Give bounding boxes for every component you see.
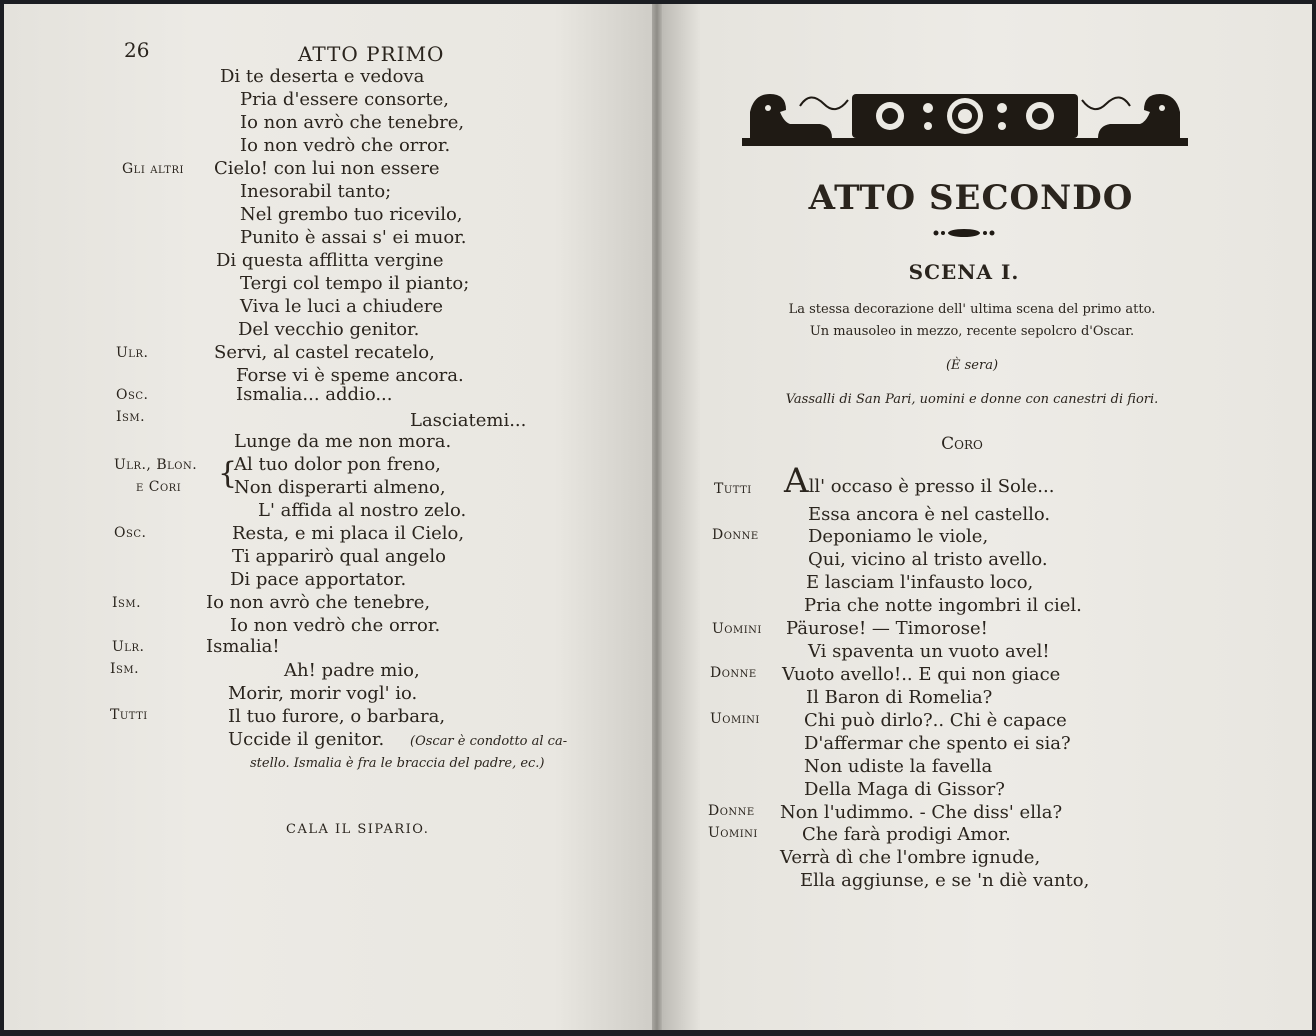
verse-line: Servi, al castel recatelo,	[214, 342, 435, 363]
speaker-label: Uomini	[712, 621, 762, 637]
verse-line: Vi spaventa un vuoto avel!	[808, 641, 1050, 662]
verse-line: Ti apparirò qual angelo	[232, 546, 446, 567]
curtain-note: CALA IL SIPARIO.	[286, 822, 430, 837]
speaker-label: Donne	[712, 527, 759, 543]
speaker-label: Ulr.	[112, 639, 145, 655]
verse-line: Io non vedrò che orror.	[230, 615, 441, 636]
verse-line: Qui, vicino al tristo avello.	[808, 549, 1048, 570]
verse-line: Io non vedrò che orror.	[240, 135, 451, 156]
verse-line: Nel grembo tuo ricevilo,	[240, 204, 463, 225]
vine-rule-icon	[928, 226, 1000, 240]
verse-line: Chi può dirlo?.. Chi è capace	[804, 710, 1067, 731]
verse-line: L' affida al nostro zelo.	[258, 500, 467, 521]
verse-line: Ella aggiunse, e se 'n diè vanto,	[800, 870, 1090, 891]
verse-line: Che farà prodigi Amor.	[802, 824, 1011, 845]
verse-line: Pria che notte ingombri il ciel.	[804, 595, 1082, 616]
characters-note: Vassalli di San Pari, uomini e donne con canestri di fiori.	[785, 392, 1159, 407]
lion-ornament-icon	[740, 86, 1190, 150]
verse-line: Essa ancora è nel castello.	[808, 504, 1051, 525]
verse-line: Della Maga di Gissor?	[804, 779, 1005, 800]
verse-line: Lunge da me non mora.	[234, 431, 452, 452]
verse-line: D'affermar che spento ei sia?	[804, 733, 1071, 754]
verse-line: ll' occaso è presso il Sole...	[808, 476, 1055, 497]
running-head: ATTO PRIMO	[298, 42, 445, 66]
verse-line: Di questa afflitta vergine	[216, 250, 444, 271]
verse-line: Io non avrò che tenebre,	[206, 592, 431, 613]
verse-line: Non udiste la favella	[804, 756, 993, 777]
verse-line: Al tuo dolor pon freno,	[234, 454, 441, 475]
brace-mark: {	[218, 456, 238, 491]
verse-line: Io non avrò che tenebre,	[240, 112, 465, 133]
scene-title: SCENA I.	[908, 260, 1020, 284]
speaker-label: Tutti	[110, 707, 148, 723]
verse-line: Ismalia... addio...	[236, 384, 393, 405]
verse-line: Päurose! — Timorose!	[786, 618, 988, 639]
speaker-label: Uomini	[708, 825, 758, 841]
verse-line: Ismalia!	[206, 636, 280, 657]
verse-line: Verrà dì che l'ombre ignude,	[780, 847, 1041, 868]
verse-line: Pria d'essere consorte,	[240, 89, 449, 110]
speaker-label: Ulr., Blon.	[114, 457, 198, 473]
verse-line: Lasciatemi...	[410, 410, 527, 431]
stage-direction: (Oscar è condotto al ca-	[410, 734, 568, 749]
verse-line: Morir, morir vogl' io.	[228, 683, 418, 704]
speaker-label: Ulr.	[116, 345, 149, 361]
scene-description: La stessa decorazione dell' ultima scena del primo atto.	[788, 302, 1156, 317]
verse-line: Di te deserta e vedova	[220, 66, 425, 87]
verse-line: Vuoto avello!.. E qui non giace	[782, 664, 1061, 685]
stage-direction: stello. Ismalia è fra le braccia del padre, ec.)	[250, 756, 545, 771]
speaker-label: e Cori	[136, 479, 182, 495]
verse-line: Punito è assai s' ei muor.	[240, 227, 467, 248]
verse-line: Inesorabil tanto;	[240, 181, 392, 202]
verse-line: Di pace apportator.	[230, 569, 407, 590]
verse-line: Il Baron di Romelia?	[806, 687, 993, 708]
page-number: 26	[124, 38, 150, 62]
speaker-label: Ism.	[116, 409, 146, 425]
speaker-label: Donne	[708, 803, 755, 819]
verse-line: Cielo! con lui non essere	[214, 158, 440, 179]
drop-cap: A	[784, 461, 809, 501]
verse-line: Resta, e mi placa il Cielo,	[232, 523, 465, 544]
verse-line: Non l'udimmo. - Che diss' ella?	[780, 802, 1063, 823]
speaker-label: Osc.	[114, 525, 147, 541]
verse-line: Del vecchio genitor.	[238, 319, 420, 340]
verse-line: Tergi col tempo il pianto;	[240, 273, 470, 294]
verse-line: Deponiamo le viole,	[808, 526, 989, 547]
time-note: (È sera)	[945, 358, 999, 373]
speaker-label: Osc.	[116, 387, 149, 403]
verse-line: Viva le luci a chiudere	[240, 296, 444, 317]
verse-line-first	[784, 461, 1055, 501]
speaker-label: Gli altri	[122, 161, 184, 177]
speaker-label: Tutti	[714, 481, 752, 497]
speaker-label: Ism.	[112, 595, 142, 611]
verse-line: Forse vi è speme ancora.	[236, 365, 464, 386]
verse-line: Il tuo furore, o barbara,	[228, 706, 446, 727]
speaker-label: Ism.	[110, 661, 140, 677]
speaker-label: Donne	[710, 665, 757, 681]
verse-line: Non disperarti almeno,	[234, 477, 446, 498]
speaker-label: Uomini	[710, 711, 760, 727]
verse-line: Ah! padre mio,	[284, 660, 420, 681]
act-title: ATTO SECONDO	[808, 178, 1134, 218]
book-gutter	[652, 4, 662, 1030]
verse-line: Uccide il genitor.	[228, 729, 385, 750]
chorus-heading: Coro	[941, 434, 983, 454]
verse-line: E lasciam l'infausto loco,	[806, 572, 1034, 593]
scene-description: Un mausoleo in mezzo, recente sepolcro d'Oscar.	[809, 324, 1135, 339]
